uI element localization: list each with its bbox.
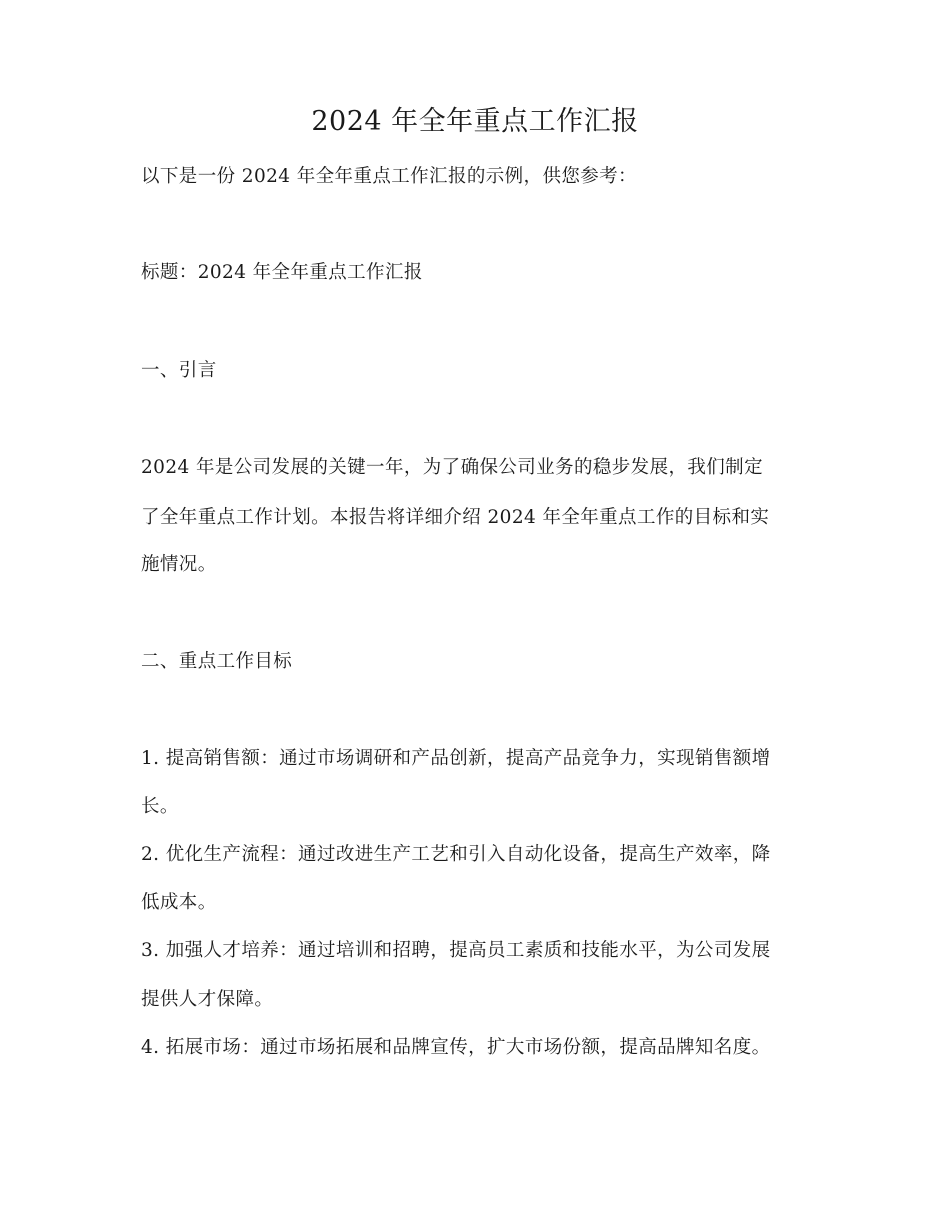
section-1-line-1: 2024 年是公司发展的关键一年，为了确保公司业务的稳步发展，我们制定 [141,457,763,478]
intro-text: 以下是一份 2024 年全年重点工作汇报的示例，供您参考： [141,166,637,187]
document-title: 2024 年全年重点工作汇报 [311,106,639,137]
section-1-line-2: 了全年重点工作计划。本报告将详细介绍 2024 年全年重点工作的目标和实 [141,507,770,528]
goal-2-line-2: 低成本。 [141,892,217,913]
goal-1-line-1: 1. 提高销售额：通过市场调研和产品创新，提高产品竞争力，实现销售额增 [141,748,771,769]
section-1-line-3: 施情况。 [141,554,217,575]
goal-2-line-1: 2. 优化生产流程：通过改进生产工艺和引入自动化设备，提高生产效率，降 [141,844,771,865]
section-1-heading: 一、引言 [141,360,217,381]
goal-3-line-1: 3. 加强人才培养：通过培训和招聘，提高员工素质和技能水平，为公司发展 [141,940,771,961]
section-2-heading: 二、重点工作目标 [141,651,293,672]
heading-label: 标题：2024 年全年重点工作汇报 [141,262,423,283]
goal-1-line-2: 长。 [141,796,179,817]
goal-3-line-2: 提供人才保障。 [141,989,274,1010]
goal-4-line-1: 4. 拓展市场：通过市场拓展和品牌宣传，扩大市场份额，提高品牌知名度。 [141,1037,771,1058]
